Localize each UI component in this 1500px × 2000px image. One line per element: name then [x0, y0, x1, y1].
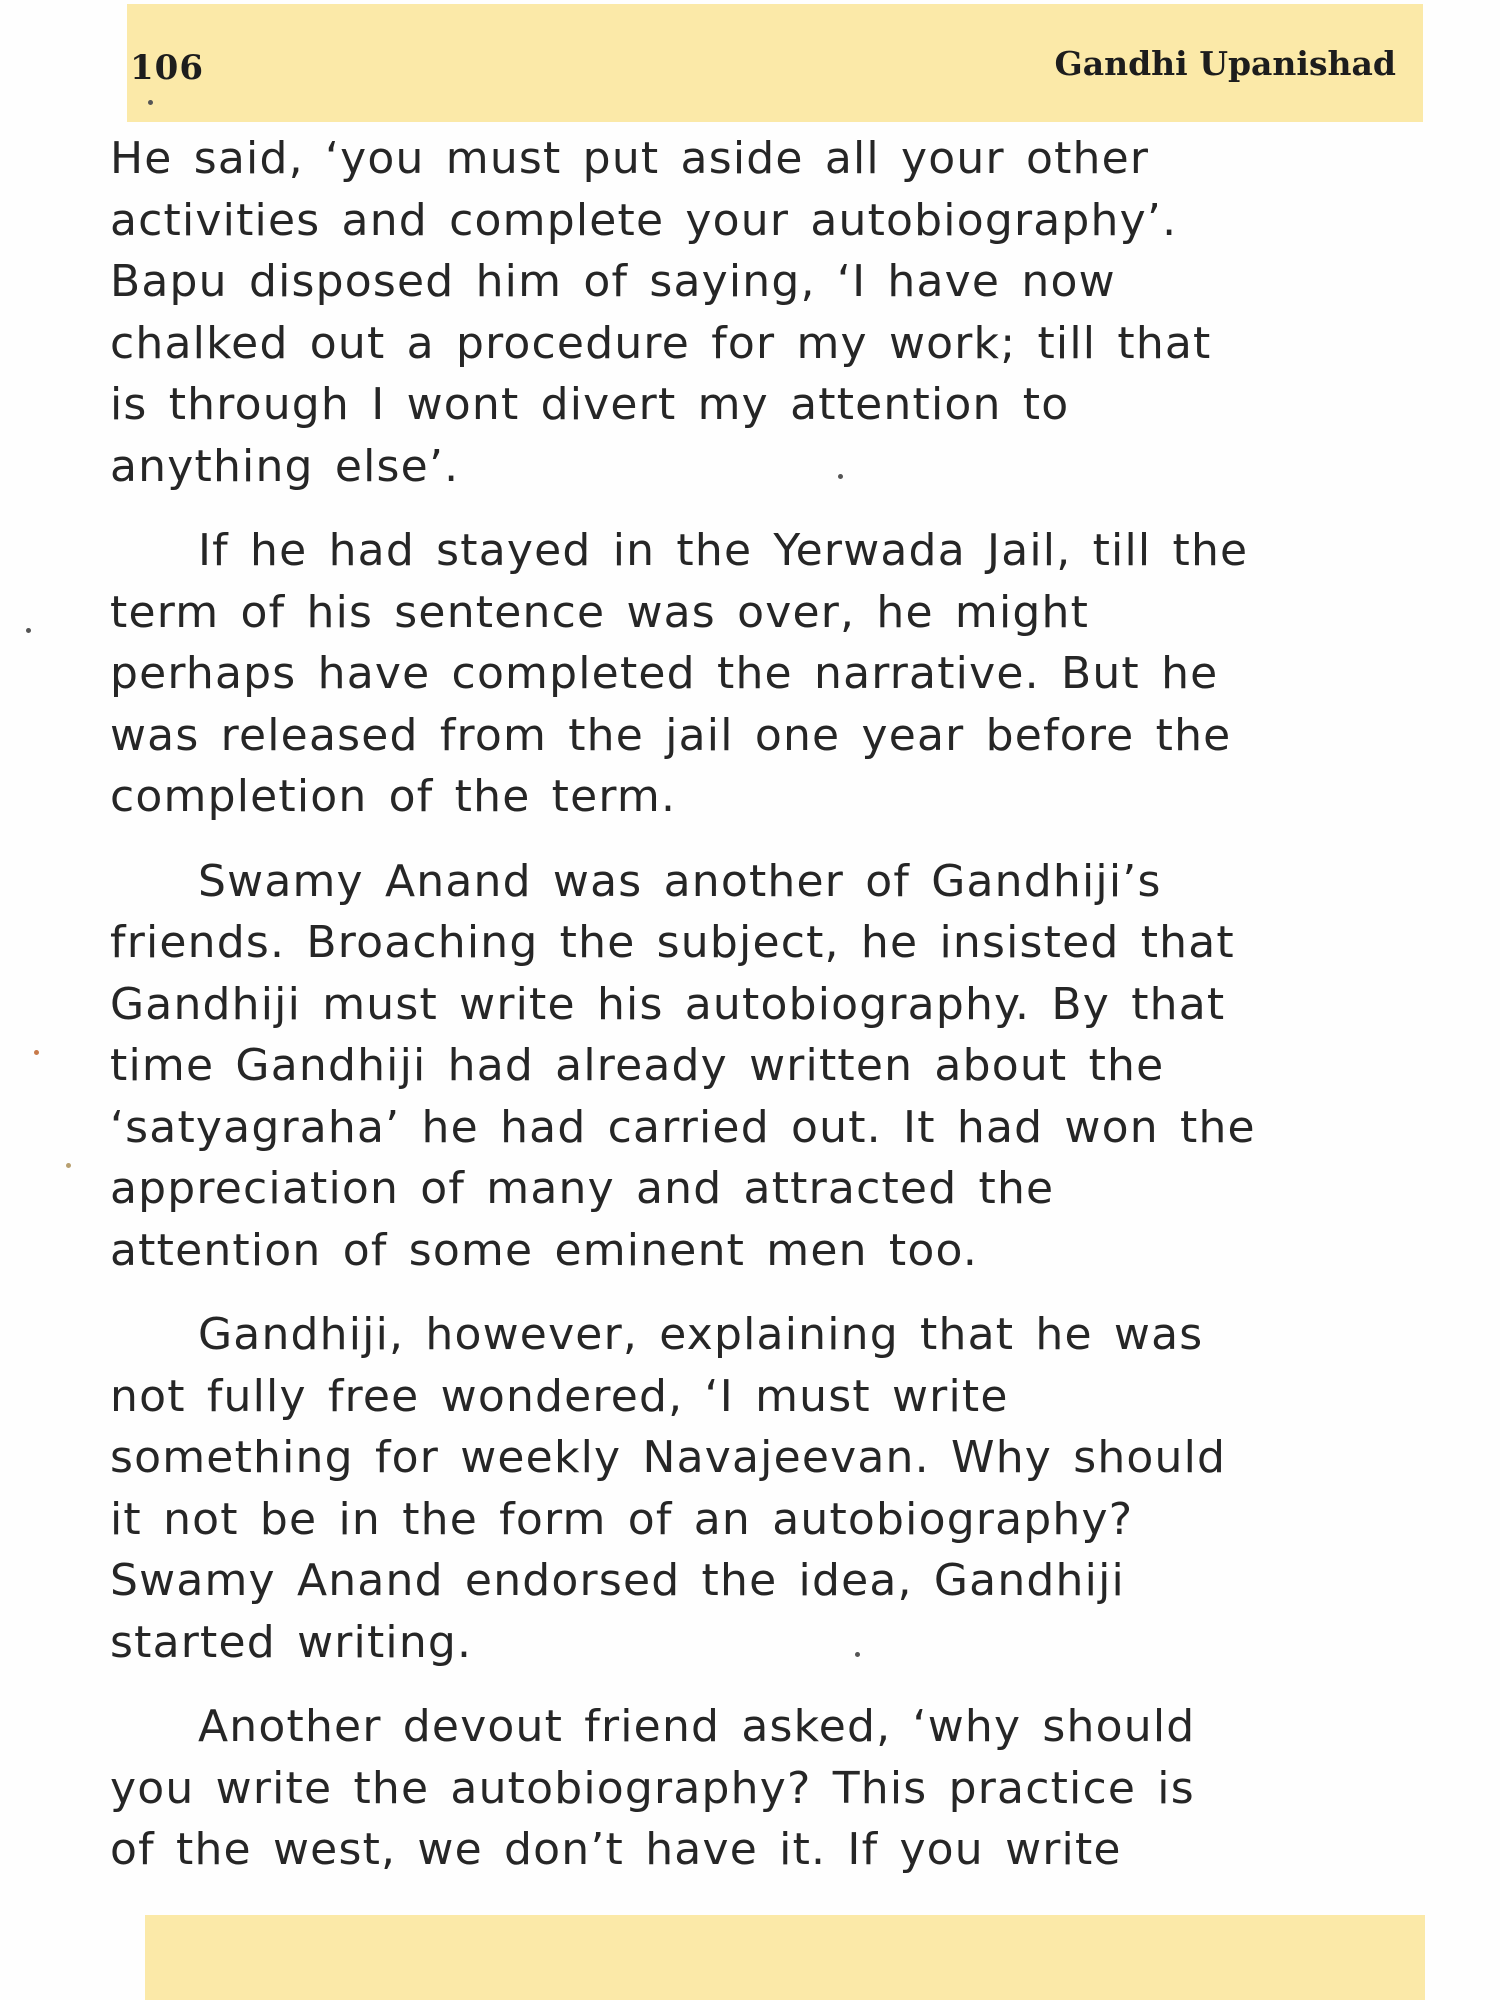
paragraph-1 — [110, 128, 1430, 497]
text-line: you write the autobiography? This practice is — [110, 1762, 1195, 1814]
print-speck — [148, 100, 153, 105]
paragraph-3 — [110, 851, 1430, 1282]
print-speck — [26, 628, 31, 633]
text-line: completion of the term. — [110, 771, 677, 822]
text-line: Swamy Anand was another of Gandhiji’s — [198, 855, 1162, 907]
text-line: time Gandhiji had already written about the — [110, 1040, 1165, 1091]
print-speck — [34, 1050, 39, 1055]
print-speck — [66, 1163, 71, 1168]
text-line: Gandhiji must write his autobiography. By that — [110, 978, 1226, 1030]
text-line: ‘satyagraha’ he had carried out. It had won the — [110, 1101, 1256, 1153]
print-speck — [838, 474, 843, 479]
text-line: not fully free wondered, ‘I must write — [110, 1370, 1009, 1422]
text-line: If he had stayed in the Yerwada Jail, till the — [198, 525, 1249, 576]
text-line: of the west, we don’t have it. If you write — [110, 1824, 1122, 1875]
print-speck — [855, 1652, 860, 1657]
text-line: it not be in the form of an autobiography? — [110, 1493, 1134, 1545]
paragraph-5 — [110, 1696, 1430, 1881]
text-line: something for weekly Navajeevan. Why should — [110, 1432, 1227, 1483]
footer-band — [145, 1915, 1425, 2000]
paragraph-2 — [110, 520, 1430, 828]
text-line: Another devout friend asked, ‘why should — [198, 1701, 1196, 1752]
text-line: was released from the jail one year before the — [110, 709, 1232, 761]
text-line: Bapu disposed him of saying, ‘I have now — [110, 256, 1116, 307]
text-line: perhaps have completed the narrative. But he — [110, 648, 1219, 699]
text-line: He said, ‘you must put aside all your other — [110, 133, 1150, 184]
text-line: Gandhiji, however, explaining that he was — [198, 1309, 1204, 1360]
text-line: friends. Broaching the subject, he insisted that — [110, 917, 1235, 968]
text-line: appreciation of many and attracted the — [110, 1163, 1055, 1214]
text-line: started writing. — [110, 1616, 473, 1668]
text-line: chalked out a procedure for my work; till that — [110, 317, 1212, 369]
text-line: attention of some eminent men too. — [110, 1224, 978, 1276]
body-text — [110, 128, 1430, 1904]
paragraph-4 — [110, 1304, 1430, 1673]
text-line: term of his sentence was over, he might — [110, 586, 1090, 638]
text-line: Swamy Anand endorsed the idea, Gandhiji — [110, 1555, 1125, 1606]
text-line: anything else’. — [110, 440, 460, 492]
running-title: Gandhi Upanishad — [1054, 44, 1396, 83]
text-line: is through I wont divert my attention to — [110, 379, 1070, 430]
text-line: activities and complete your autobiography’. — [110, 194, 1178, 246]
page-number: 106 — [130, 48, 204, 88]
